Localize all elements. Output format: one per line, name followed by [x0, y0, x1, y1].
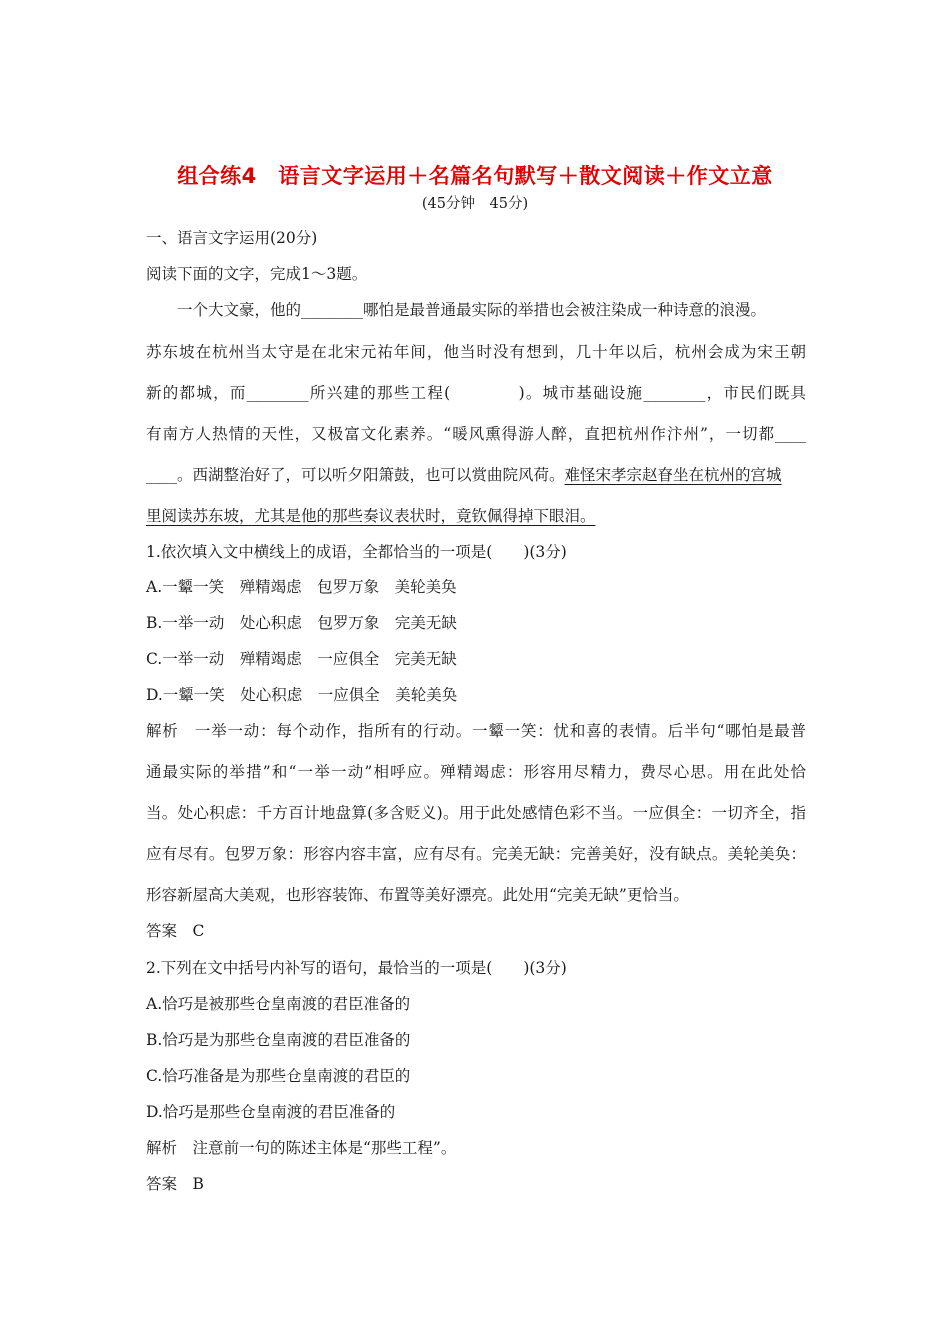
underlined-sentence: 里阅读苏东坡，尤其是他的那些奏议表状时，竟钦佩得掉下眼泪。 — [146, 507, 596, 525]
question-option: C.一举一动 殚精竭虑 一应俱全 完美无缺 — [146, 650, 457, 668]
question-option: A.一颦一笑 殚精竭虑 包罗万象 美轮美奂 — [146, 578, 457, 596]
question-option: B.一举一动 处心积虑 包罗万象 完美无缺 — [146, 614, 457, 632]
question-option: B.恰巧是为那些仓皇南渡的君臣准备的 — [146, 1031, 411, 1049]
page-title: 组合练4 语言文字运用＋名篇名句默写＋散文阅读＋作文立意 — [177, 164, 773, 188]
answer: 答案 C — [146, 922, 205, 940]
question-option: C.恰巧准备是为那些仓皇南渡的君臣的 — [146, 1067, 411, 1085]
analysis-line: 解析 一举一动：每个动作，指所有的行动。一颦一笑：忧和喜的表情。后半句“哪怕是最普 — [146, 722, 806, 740]
section-heading: 一、语言文字运用(20分) — [146, 229, 318, 247]
analysis-line: 通最实际的举措”和“一举一动”相呼应。殚精竭虑：形容用尽精力，费尽心思。用在此处恰 — [146, 763, 806, 781]
question-option: D.恰巧是那些仓皇南渡的君臣准备的 — [146, 1103, 396, 1121]
underlined-sentence: 难怪宋孝宗赵眘坐在杭州的宫城 — [564, 466, 782, 484]
question-stem: 1.依次填入文中横线上的成语，全都恰当的一项是( )(3分) — [146, 543, 567, 561]
passage-line: 一个大文豪，他的________哪怕是最普通最实际的举措也会被注染成一种诗意的浪漫。 — [177, 301, 767, 319]
analysis-line: 解析 注意前一句的陈述主体是“那些工程”。 — [146, 1139, 457, 1157]
question-option: D.一颦一笑 处心积虑 一应俱全 美轮美奂 — [146, 686, 458, 704]
passage-line: 苏东坡在杭州当太守是在北宋元祐年间，他当时没有想到，几十年以后，杭州会成为宋王朝 — [146, 343, 806, 361]
question-option: A.恰巧是被那些仓皇南渡的君臣准备的 — [146, 995, 411, 1013]
analysis-line: 应有尽有。包罗万象：形容内容丰富，应有尽有。完美无缺：完善美好，没有缺点。美轮美奂： — [146, 845, 806, 863]
reading-instruction: 阅读下面的文字，完成1～3题。 — [146, 265, 368, 283]
passage-text: ____。西湖整治好了，可以听夕阳箫鼓，也可以赏曲院风荷。 — [146, 466, 565, 484]
page-subtitle: (45分钟 45分) — [421, 196, 529, 212]
passage-line: 新的都城，而________所兴建的那些工程( )。城市基础设施________，市民们既具 — [146, 384, 806, 402]
analysis-line: 形容新屋高大美观，也形容装饰、布置等美好漂亮。此处用“完美无缺”更恰当。 — [146, 886, 689, 904]
passage-line — [146, 465, 782, 485]
analysis-line: 当。处心积虑：千方百计地盘算(多含贬义)。用于此处感情色彩不当。一应俱全：一切齐全，指 — [146, 804, 806, 822]
question-stem: 2.下列在文中括号内补写的语句，最恰当的一项是( )(3分) — [146, 959, 567, 977]
answer: 答案 B — [146, 1175, 204, 1193]
passage-line: 有南方人热情的天性，又极富文化素养。“暖风熏得游人醉，直把杭州作汴州”，一切都____ — [146, 425, 806, 443]
